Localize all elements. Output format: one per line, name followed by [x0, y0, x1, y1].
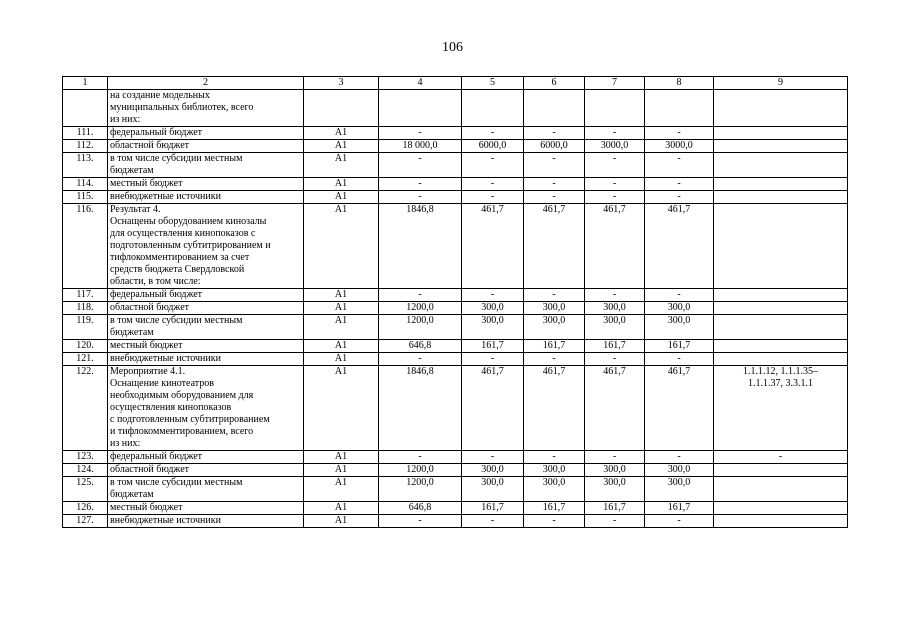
cell-total: - [379, 451, 462, 464]
cell-description: федеральный бюджет [108, 451, 304, 464]
cell-year-4: 300,0 [645, 302, 714, 315]
cell-row-number: 121. [63, 353, 108, 366]
cell-row-number: 118. [63, 302, 108, 315]
column-header-6: 6 [524, 77, 585, 90]
cell-year-4: - [645, 353, 714, 366]
cell-code: А1 [304, 340, 379, 353]
cell-year-4: - [645, 289, 714, 302]
table-row [63, 315, 848, 340]
cell-row-number: 123. [63, 451, 108, 464]
cell-row-number: 114. [63, 178, 108, 191]
cell-total: - [379, 178, 462, 191]
cell-description: Результат 4. Оснащены оборудованием кинозалы для осуществления кинопоказов с подготовленным субтитрированием и тифлокомментированием за счет средств бюджета Свердловской области, в том числе: [108, 204, 304, 289]
table-row [63, 140, 848, 153]
cell-year-1: 300,0 [462, 302, 524, 315]
cell-year-2: 461,7 [524, 366, 585, 451]
cell-code [304, 90, 379, 127]
cell-target-refs [714, 90, 848, 127]
cell-year-4: 161,7 [645, 340, 714, 353]
cell-year-2: 300,0 [524, 477, 585, 502]
cell-row-number: 113. [63, 153, 108, 178]
cell-year-3: - [585, 191, 645, 204]
cell-year-1: - [462, 191, 524, 204]
cell-year-3: - [585, 178, 645, 191]
cell-year-4: 300,0 [645, 477, 714, 502]
cell-year-1: 161,7 [462, 502, 524, 515]
cell-target-refs [714, 340, 848, 353]
cell-year-4: - [645, 515, 714, 528]
cell-total: - [379, 353, 462, 366]
table-header-row [63, 77, 848, 90]
cell-year-2 [524, 90, 585, 127]
cell-year-3: - [585, 515, 645, 528]
cell-year-1: 161,7 [462, 340, 524, 353]
cell-total: 646,8 [379, 502, 462, 515]
budget-table [62, 76, 848, 528]
cell-year-4: - [645, 451, 714, 464]
cell-code: А1 [304, 191, 379, 204]
cell-target-refs [714, 315, 848, 340]
cell-year-2: 6000,0 [524, 140, 585, 153]
cell-year-4: 461,7 [645, 204, 714, 289]
column-header-8: 8 [645, 77, 714, 90]
cell-row-number: 124. [63, 464, 108, 477]
cell-target-refs [714, 191, 848, 204]
cell-total: 1200,0 [379, 302, 462, 315]
cell-year-1: - [462, 289, 524, 302]
cell-target-refs [714, 477, 848, 502]
cell-row-number: 116. [63, 204, 108, 289]
cell-year-1: 6000,0 [462, 140, 524, 153]
cell-total: - [379, 191, 462, 204]
table-row [63, 366, 848, 451]
cell-year-4: - [645, 191, 714, 204]
cell-code: А1 [304, 477, 379, 502]
cell-row-number: 117. [63, 289, 108, 302]
cell-year-3: - [585, 451, 645, 464]
cell-total: - [379, 515, 462, 528]
table-body [63, 90, 848, 528]
column-header-4: 4 [379, 77, 462, 90]
cell-year-2: 161,7 [524, 502, 585, 515]
cell-description: внебюджетные источники [108, 191, 304, 204]
cell-description: местный бюджет [108, 502, 304, 515]
cell-row-number: 122. [63, 366, 108, 451]
cell-description: областной бюджет [108, 140, 304, 153]
column-header-2: 2 [108, 77, 304, 90]
table-row [63, 515, 848, 528]
cell-description: в том числе субсидии местным бюджетам [108, 153, 304, 178]
cell-description: внебюджетные источники [108, 353, 304, 366]
cell-total: 1200,0 [379, 464, 462, 477]
cell-year-2: - [524, 451, 585, 464]
cell-year-2: - [524, 153, 585, 178]
cell-year-2: 300,0 [524, 464, 585, 477]
cell-year-2: 300,0 [524, 315, 585, 340]
cell-year-2: - [524, 127, 585, 140]
cell-year-1: 300,0 [462, 477, 524, 502]
cell-total: - [379, 127, 462, 140]
cell-year-1: 461,7 [462, 366, 524, 451]
column-header-9: 9 [714, 77, 848, 90]
cell-year-4: 300,0 [645, 315, 714, 340]
cell-code: А1 [304, 464, 379, 477]
cell-row-number: 125. [63, 477, 108, 502]
table-row [63, 464, 848, 477]
cell-year-1: - [462, 353, 524, 366]
cell-description: Мероприятие 4.1. Оснащение кинотеатров необходимым оборудованием для осуществления кинопоказов с подготовленным субтитрированием и тифлокомментированием, всего из них: [108, 366, 304, 451]
cell-total: - [379, 289, 462, 302]
table-row [63, 153, 848, 178]
column-header-3: 3 [304, 77, 379, 90]
cell-target-refs [714, 502, 848, 515]
cell-code: А1 [304, 289, 379, 302]
cell-year-4: 300,0 [645, 464, 714, 477]
cell-code: А1 [304, 315, 379, 340]
cell-year-4: 461,7 [645, 366, 714, 451]
cell-total: 1846,8 [379, 204, 462, 289]
cell-code: А1 [304, 353, 379, 366]
cell-description: в том числе субсидии местным бюджетам [108, 477, 304, 502]
table-row [63, 340, 848, 353]
cell-year-1: 300,0 [462, 315, 524, 340]
cell-row-number: 126. [63, 502, 108, 515]
cell-year-4: - [645, 178, 714, 191]
cell-year-4: 161,7 [645, 502, 714, 515]
cell-target-refs [714, 515, 848, 528]
cell-year-2: 161,7 [524, 340, 585, 353]
cell-year-3: 300,0 [585, 315, 645, 340]
table-row [63, 353, 848, 366]
cell-total: 1846,8 [379, 366, 462, 451]
table-row [63, 191, 848, 204]
cell-year-2: 461,7 [524, 204, 585, 289]
cell-target-refs: 1.1.1.12, 1.1.1.35– 1.1.1.37, 3.3.1.1 [714, 366, 848, 451]
table-row [63, 451, 848, 464]
cell-year-4: - [645, 153, 714, 178]
cell-year-3: 300,0 [585, 464, 645, 477]
cell-year-1: 300,0 [462, 464, 524, 477]
cell-year-1: - [462, 515, 524, 528]
cell-description: областной бюджет [108, 464, 304, 477]
cell-year-2: - [524, 289, 585, 302]
cell-year-1: - [462, 451, 524, 464]
cell-row-number: 111. [63, 127, 108, 140]
cell-target-refs: - [714, 451, 848, 464]
cell-year-1 [462, 90, 524, 127]
table-row [63, 502, 848, 515]
cell-code: А1 [304, 451, 379, 464]
cell-code: А1 [304, 153, 379, 178]
cell-description: в том числе субсидии местным бюджетам [108, 315, 304, 340]
table-row [63, 302, 848, 315]
table-row [63, 127, 848, 140]
cell-target-refs [714, 140, 848, 153]
table-row [63, 90, 848, 127]
cell-year-2: - [524, 353, 585, 366]
cell-target-refs [714, 302, 848, 315]
cell-code: А1 [304, 366, 379, 451]
cell-code: А1 [304, 502, 379, 515]
cell-row-number: 112. [63, 140, 108, 153]
cell-code: А1 [304, 127, 379, 140]
cell-target-refs [714, 204, 848, 289]
cell-row-number [63, 90, 108, 127]
column-header-5: 5 [462, 77, 524, 90]
cell-target-refs [714, 127, 848, 140]
cell-code: А1 [304, 515, 379, 528]
cell-year-3: - [585, 289, 645, 302]
cell-code: А1 [304, 140, 379, 153]
cell-year-2: - [524, 191, 585, 204]
table-row [63, 477, 848, 502]
cell-year-3: - [585, 127, 645, 140]
table-header [63, 77, 848, 90]
cell-row-number: 127. [63, 515, 108, 528]
column-header-1: 1 [63, 77, 108, 90]
cell-description: местный бюджет [108, 178, 304, 191]
table-row [63, 204, 848, 289]
cell-total: 646,8 [379, 340, 462, 353]
page-number: 106 [442, 40, 463, 55]
cell-year-2: - [524, 515, 585, 528]
cell-row-number: 119. [63, 315, 108, 340]
cell-row-number: 115. [63, 191, 108, 204]
cell-code: А1 [304, 178, 379, 191]
cell-year-2: 300,0 [524, 302, 585, 315]
cell-year-3 [585, 90, 645, 127]
cell-total [379, 90, 462, 127]
column-header-7: 7 [585, 77, 645, 90]
cell-year-3: 461,7 [585, 204, 645, 289]
cell-target-refs [714, 289, 848, 302]
cell-code: А1 [304, 302, 379, 315]
cell-year-2: - [524, 178, 585, 191]
cell-description: внебюджетные источники [108, 515, 304, 528]
cell-year-3: - [585, 353, 645, 366]
table-row [63, 289, 848, 302]
cell-description: областной бюджет [108, 302, 304, 315]
cell-target-refs [714, 464, 848, 477]
cell-year-3: 161,7 [585, 502, 645, 515]
cell-year-1: - [462, 153, 524, 178]
cell-year-4: - [645, 127, 714, 140]
cell-year-3: 300,0 [585, 477, 645, 502]
cell-year-3: 3000,0 [585, 140, 645, 153]
cell-total: 1200,0 [379, 477, 462, 502]
cell-year-3: 461,7 [585, 366, 645, 451]
cell-target-refs [714, 178, 848, 191]
cell-total: 1200,0 [379, 315, 462, 340]
cell-year-4: 3000,0 [645, 140, 714, 153]
cell-year-3: 300,0 [585, 302, 645, 315]
cell-year-4 [645, 90, 714, 127]
cell-description: местный бюджет [108, 340, 304, 353]
cell-total: 18 000,0 [379, 140, 462, 153]
cell-year-1: 461,7 [462, 204, 524, 289]
cell-code: А1 [304, 204, 379, 289]
cell-total: - [379, 153, 462, 178]
cell-description: на создание модельных муниципальных библиотек, всего из них: [108, 90, 304, 127]
table-row [63, 178, 848, 191]
cell-target-refs [714, 153, 848, 178]
cell-target-refs [714, 353, 848, 366]
cell-year-3: - [585, 153, 645, 178]
cell-description: федеральный бюджет [108, 127, 304, 140]
cell-description: федеральный бюджет [108, 289, 304, 302]
cell-year-3: 161,7 [585, 340, 645, 353]
cell-row-number: 120. [63, 340, 108, 353]
cell-year-1: - [462, 178, 524, 191]
cell-year-1: - [462, 127, 524, 140]
